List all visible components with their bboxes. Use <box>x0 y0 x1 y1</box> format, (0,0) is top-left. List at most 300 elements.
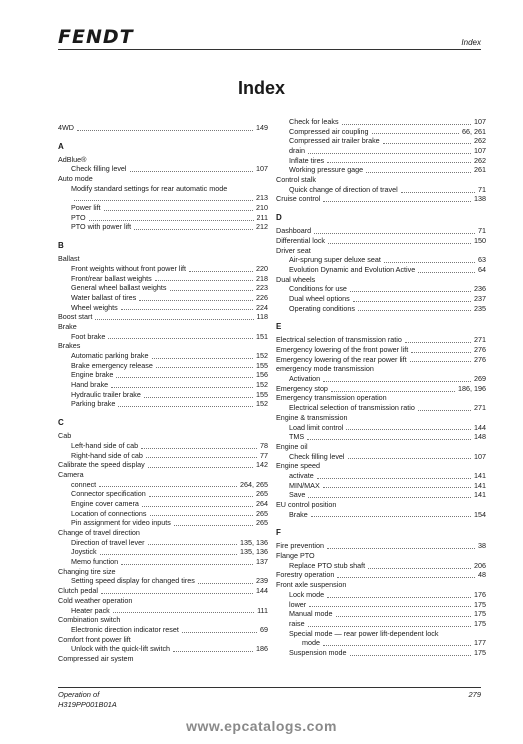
index-entry-page: 150 <box>474 235 486 245</box>
index-entry-label: Hand brake <box>71 380 109 390</box>
index-entry-page: 156 <box>256 370 268 380</box>
index-entry-label: Special mode — rear power lift-dependent lock <box>289 628 439 638</box>
index-entry <box>58 264 268 274</box>
index-entry-label: Engine speed <box>276 461 320 471</box>
index-leader-dots <box>148 544 238 545</box>
index-entry-page: 148 <box>474 432 486 442</box>
index-leader-dots <box>346 429 471 430</box>
index-entry <box>58 635 268 645</box>
index-entry <box>58 400 268 410</box>
index-column-left <box>58 123 268 664</box>
index-entry-label: Brake <box>289 509 308 519</box>
index-entry <box>58 303 268 313</box>
index-entry-page: 78 <box>260 440 268 450</box>
index-leader-dots <box>418 272 475 273</box>
index-entry-label: Check filling level <box>289 451 345 461</box>
index-entry-page: 111 <box>257 605 268 615</box>
index-entry-label: Changing tire size <box>58 566 116 576</box>
index-entry-label: connect <box>71 479 97 489</box>
index-entry-page: 107 <box>256 164 268 174</box>
index-entry-label: Manual mode <box>289 609 333 619</box>
index-entry <box>58 547 268 557</box>
index-entry-page: 66, 261 <box>462 126 486 136</box>
index-leader-dots <box>358 310 471 311</box>
index-entry-page: 141 <box>474 490 486 500</box>
index-entry-label: Change of travel direction <box>58 528 140 538</box>
page-title: Index <box>237 78 285 98</box>
index-entry-label: Fire prevention <box>276 541 324 551</box>
index-entry-page: 186 <box>256 644 268 654</box>
index-entry-page: 213 <box>256 193 268 203</box>
index-entry <box>58 606 268 616</box>
index-entry <box>276 185 486 195</box>
index-entry-page: 261 <box>474 165 486 175</box>
index-entry <box>58 283 268 293</box>
index-entry <box>276 226 486 236</box>
index-entry <box>276 442 486 452</box>
index-leader-dots <box>121 564 253 565</box>
index-entry <box>276 600 486 610</box>
index-leader-dots <box>100 554 237 555</box>
index-entry <box>58 203 268 213</box>
index-entry <box>276 638 486 648</box>
index-leader-dots <box>152 358 253 359</box>
index-entry-page: 107 <box>474 116 486 126</box>
index-entry-page: 38 <box>478 541 486 551</box>
index-leader-dots <box>116 377 253 378</box>
index-entry-page: 264 <box>256 498 268 508</box>
watermark-text: www.epcatalogs.com <box>186 718 337 734</box>
index-leader-dots <box>323 645 471 646</box>
footer-doc-code: H319PP001B01A <box>58 700 117 709</box>
index-entry <box>58 322 268 332</box>
index-entry-label: Location of connections <box>71 508 147 518</box>
index-leader-dots <box>323 201 471 202</box>
index-leader-dots <box>327 162 471 163</box>
index-entry-label: Front/rear ballast weights <box>71 273 152 283</box>
index-entry <box>58 213 268 223</box>
index-entry-page: 175 <box>474 618 486 628</box>
index-entry-page: 211 <box>256 212 268 222</box>
index-entry <box>276 629 486 639</box>
index-entry-page: 177 <box>474 638 486 648</box>
index-entry-page: 218 <box>256 273 268 283</box>
index-entry-label: lower <box>289 599 307 609</box>
index-leader-dots <box>148 467 253 468</box>
index-entry-page: 48 <box>478 570 486 580</box>
index-leader-dots <box>173 651 253 652</box>
index-entry <box>276 364 486 374</box>
index-leader-dots <box>372 133 460 134</box>
index-entry <box>58 615 268 625</box>
index-entry-label: Front weights without front power lift <box>71 263 187 273</box>
index-leader-dots <box>155 280 253 281</box>
index-entry-page: 265 <box>256 518 268 528</box>
index-leader-dots <box>317 478 471 479</box>
index-entry <box>58 361 268 371</box>
index-entry-label: Combination switch <box>58 615 121 625</box>
index-entry <box>58 460 268 470</box>
index-entry <box>276 471 486 481</box>
index-entry-label: Replace PTO stub shaft <box>289 560 366 570</box>
index-entry-page: 151 <box>256 331 268 341</box>
index-entry <box>276 136 486 146</box>
index-entry-page: 155 <box>256 389 268 399</box>
index-entry <box>58 499 268 509</box>
index-entry-label: Emergency stop <box>276 383 328 393</box>
index-leader-dots <box>350 655 471 656</box>
index-entry-label: Emergency transmission operation <box>276 393 387 403</box>
index-leader-dots <box>108 338 253 339</box>
index-entry-label: Left-hand side of cab <box>71 440 139 450</box>
index-entry-page: 276 <box>474 345 486 355</box>
index-entry <box>276 481 486 491</box>
brand-logo-text: FENDT <box>58 26 134 48</box>
index-leader-dots <box>144 397 253 398</box>
index-leader-dots <box>311 516 471 517</box>
index-leader-dots <box>146 457 257 458</box>
index-leader-dots <box>336 616 471 617</box>
index-entry-page: 175 <box>474 647 486 657</box>
index-entry-label: Compressed air trailer brake <box>289 136 380 146</box>
index-entry-label: Unlock with the quick-lift switch <box>71 644 171 654</box>
index-entry-label: Direction of travel lever <box>71 537 145 547</box>
index-entry-label: mode <box>302 638 320 648</box>
index-entry-label: Engine cover camera <box>71 498 139 508</box>
index-entry-label: Heater pack <box>71 605 110 615</box>
index-entry <box>276 609 486 619</box>
index-entry-label: Cold weather operation <box>58 595 133 605</box>
index-entry-label: Control stalk <box>276 175 316 185</box>
index-leader-dots <box>170 290 254 291</box>
index-leader-dots <box>384 262 475 263</box>
index-leader-dots <box>74 200 253 201</box>
index-entry-page: 71 <box>478 184 486 194</box>
index-leader-dots <box>134 229 253 230</box>
index-entry <box>276 335 486 345</box>
index-entry <box>58 174 268 184</box>
index-entry-label: Forestry operation <box>276 570 335 580</box>
index-entry <box>276 648 486 658</box>
index-entry-page: 142 <box>256 460 268 470</box>
index-entry-label: Electrical selection of transmission ratio <box>289 403 415 413</box>
index-entry-label: Evolution Dynamic and Evolution Active <box>289 264 416 274</box>
index-leader-dots <box>142 506 253 507</box>
index-entry <box>58 567 268 577</box>
index-leader-dots <box>348 458 471 459</box>
index-entry-page: 141 <box>474 470 486 480</box>
index-entry-label: TMS <box>289 432 305 442</box>
index-entry-label: Conditions for use <box>289 284 347 294</box>
index-entry <box>276 619 486 629</box>
index-entry-page: 144 <box>474 422 486 432</box>
index-entry-page: 64 <box>478 264 486 274</box>
index-entry-page: 212 <box>256 222 268 232</box>
index-entry-page: 271 <box>474 335 486 345</box>
index-entry-page: 141 <box>474 480 486 490</box>
index-leader-dots <box>198 583 253 584</box>
index-entry <box>276 541 486 551</box>
index-entry-page: 226 <box>256 292 268 302</box>
index-entry-label: drain <box>289 146 305 156</box>
index-letter-heading: B <box>58 241 64 251</box>
section-label: Index <box>461 38 481 47</box>
index-entry <box>58 351 268 361</box>
index-entry <box>276 195 486 205</box>
index-entry-label: AdBlue® <box>58 154 87 164</box>
index-entry <box>58 470 268 480</box>
index-entry-label: Compressed air coupling <box>289 126 369 136</box>
index-leader-dots <box>353 301 471 302</box>
index-entry-label: Save <box>289 490 306 500</box>
index-entry-page: 235 <box>474 303 486 313</box>
index-entry <box>58 370 268 380</box>
index-entry <box>276 175 486 185</box>
index-entry-page: 271 <box>474 403 486 413</box>
index-entry <box>58 586 268 596</box>
index-entry-page: 155 <box>256 360 268 370</box>
index-leader-dots <box>149 496 253 497</box>
index-entry <box>276 590 486 600</box>
index-entry <box>276 117 486 127</box>
index-leader-dots <box>150 515 253 516</box>
index-entry-label: PTO with power lift <box>71 222 132 232</box>
index-entry <box>276 246 486 256</box>
index-entry-label: Comfort front power lift <box>58 634 131 644</box>
index-entry-page: 269 <box>474 374 486 384</box>
index-entry <box>276 265 486 275</box>
index-entry-label: Lock mode <box>289 589 325 599</box>
index-entry-label: Right-hand side of cab <box>71 450 143 460</box>
index-entry-label: PTO <box>71 212 86 222</box>
index-entry-label: Dual wheels <box>276 274 316 284</box>
index-entry <box>276 384 486 394</box>
index-leader-dots <box>89 220 254 221</box>
index-entry-label: Calibrate the speed display <box>58 460 145 470</box>
index-entry <box>276 304 486 314</box>
index-entry <box>58 654 268 664</box>
index-entry-page: 118 <box>256 312 268 322</box>
index-leader-dots <box>139 300 253 301</box>
index-entry-page: 71 <box>478 226 486 236</box>
index-entry-page: 152 <box>256 351 268 361</box>
index-entry-page: 138 <box>474 194 486 204</box>
index-entry-page: 63 <box>478 255 486 265</box>
index-entry-label: Boost start <box>58 312 93 322</box>
index-entry <box>276 156 486 166</box>
index-entry <box>58 431 268 441</box>
footer-rule <box>58 687 481 688</box>
index-entry-page: 220 <box>256 263 268 273</box>
index-entry-page: 154 <box>474 509 486 519</box>
index-leader-dots <box>156 367 253 368</box>
index-entry-page: 239 <box>256 576 268 586</box>
index-entry-label: Electronic direction indicator reset <box>71 624 179 634</box>
index-leader-dots <box>366 172 471 173</box>
index-entry-page: 206 <box>474 560 486 570</box>
index-entry <box>276 403 486 413</box>
index-entry <box>276 413 486 423</box>
brand-logo <box>58 26 134 48</box>
index-letter-heading: A <box>58 141 64 151</box>
index-entry-label: Brake emergency release <box>71 360 153 370</box>
index-entry-page: 107 <box>474 146 486 156</box>
index-entry-page: 149 <box>256 122 268 132</box>
index-entry-label: Engine brake <box>71 370 114 380</box>
index-leader-dots <box>411 352 471 353</box>
index-entry-label: activate <box>289 470 314 480</box>
index-entry <box>276 146 486 156</box>
index-leader-dots <box>130 171 253 172</box>
index-entry-page: 152 <box>256 380 268 390</box>
index-entry <box>58 596 268 606</box>
index-entry <box>276 165 486 175</box>
index-entry <box>58 644 268 654</box>
index-leader-dots <box>189 271 253 272</box>
index-leader-dots <box>174 525 253 526</box>
index-leader-dots <box>95 319 253 320</box>
index-entry <box>276 236 486 246</box>
index-entry-label: Ballast <box>58 254 80 264</box>
index-entry-page: 210 <box>256 203 268 213</box>
index-entry-page: 264, 265 <box>240 479 268 489</box>
index-letter-heading: E <box>276 322 282 332</box>
index-entry-label: Automatic parking brake <box>71 351 149 361</box>
index-leader-dots <box>113 612 254 613</box>
index-entry <box>276 374 486 384</box>
index-entry <box>58 223 268 233</box>
index-entry-page: 152 <box>256 399 268 409</box>
footer <box>58 690 117 710</box>
index-entry-label: EU control position <box>276 500 337 510</box>
index-entry-label: Driver seat <box>276 245 311 255</box>
index-entry-label: Parking brake <box>71 399 116 409</box>
index-entry <box>58 518 268 528</box>
index-entry <box>276 561 486 571</box>
index-entry-label: General wheel ballast weights <box>71 283 167 293</box>
index-entry <box>58 480 268 490</box>
index-entry <box>276 345 486 355</box>
index-entry-label: Water ballast of tires <box>71 292 137 302</box>
index-entry <box>58 274 268 284</box>
index-leader-dots <box>368 568 471 569</box>
index-entry-page: 262 <box>474 136 486 146</box>
index-letter-heading: D <box>276 213 282 223</box>
index-leader-dots <box>182 632 257 633</box>
index-leader-dots <box>327 548 475 549</box>
index-entry <box>276 423 486 433</box>
index-leader-dots <box>401 192 475 193</box>
index-entry <box>276 284 486 294</box>
index-leader-dots <box>101 593 253 594</box>
index-entry <box>276 255 486 265</box>
index-leader-dots <box>323 487 471 488</box>
index-leader-dots <box>350 291 471 292</box>
index-entry-label: Compressed air system <box>58 653 134 663</box>
index-entry-label: Setting speed display for changed tires <box>71 576 195 586</box>
index-entry <box>276 551 486 561</box>
index-entry <box>276 452 486 462</box>
index-entry-label: Flange PTO <box>276 551 315 561</box>
index-entry <box>276 432 486 442</box>
index-entry <box>58 123 268 133</box>
index-leader-dots <box>309 606 471 607</box>
index-entry-label: Cab <box>58 431 72 441</box>
index-entry-label: raise <box>289 618 305 628</box>
index-entry-page: 276 <box>474 354 486 364</box>
index-leader-dots <box>121 309 253 310</box>
index-entry <box>58 625 268 635</box>
index-leader-dots <box>328 243 471 244</box>
index-entry-page: 137 <box>256 557 268 567</box>
index-entry-label: Wheel weights <box>71 302 118 312</box>
index-entry <box>58 341 268 351</box>
index-entry-page: 265 <box>256 489 268 499</box>
index-leader-dots <box>99 486 237 487</box>
index-entry <box>58 293 268 303</box>
index-entry-label: Cruise control <box>276 194 321 204</box>
index-entry-label: Power lift <box>71 203 101 213</box>
index-entry-page: 135, 136 <box>240 537 268 547</box>
index-entry-page: 144 <box>256 586 268 596</box>
index-leader-dots <box>342 124 471 125</box>
index-entry-page: 186, 196 <box>458 383 486 393</box>
index-leader-dots <box>104 210 253 211</box>
index-entry-label: Inflate tires <box>289 155 325 165</box>
index-leader-dots <box>141 448 257 449</box>
index-leader-dots <box>383 143 471 144</box>
footer-doc-title: Operation of <box>58 690 100 699</box>
index-entry-page: 262 <box>474 155 486 165</box>
index-leader-dots <box>418 410 471 411</box>
index-entry-page: 69 <box>260 624 268 634</box>
index-leader-dots <box>118 406 253 407</box>
index-entry <box>58 509 268 519</box>
index-entry-label: Engine oil <box>276 441 308 451</box>
index-entry-label: emergency mode transmission <box>276 364 374 374</box>
index-entry-label: Modify standard settings for rear automatic mode <box>71 183 228 193</box>
index-entry <box>58 164 268 174</box>
index-entry-label: Memo function <box>71 557 119 567</box>
index-leader-dots <box>323 381 471 382</box>
index-entry-label: Clutch pedal <box>58 586 98 596</box>
index-entry-label: Brake <box>58 321 77 331</box>
index-entry-label: Engine & transmission <box>276 412 348 422</box>
index-entry-label: MIN/MAX <box>289 480 320 490</box>
index-leader-dots <box>308 497 471 498</box>
index-entry-label: Air-sprung super deluxe seat <box>289 255 381 265</box>
index-entry <box>276 355 486 365</box>
index-entry <box>276 275 486 285</box>
index-entry-label: Check filling level <box>71 164 127 174</box>
index-leader-dots <box>308 153 471 154</box>
index-leader-dots <box>337 577 475 578</box>
index-leader-dots <box>308 626 471 627</box>
index-entry <box>58 312 268 322</box>
index-letter-heading: C <box>58 418 64 428</box>
index-entry-label: Dashboard <box>276 226 312 236</box>
index-entry <box>276 500 486 510</box>
index-entry-label: Working pressure gage <box>289 165 364 175</box>
page-number: 279 <box>468 690 481 699</box>
index-entry-page: 224 <box>256 302 268 312</box>
index-leader-dots <box>111 387 253 388</box>
index-entry <box>58 489 268 499</box>
index-entry <box>58 193 268 203</box>
index-entry <box>58 184 268 194</box>
index-entry-label: Load limit control <box>289 422 344 432</box>
index-entry <box>276 394 486 404</box>
